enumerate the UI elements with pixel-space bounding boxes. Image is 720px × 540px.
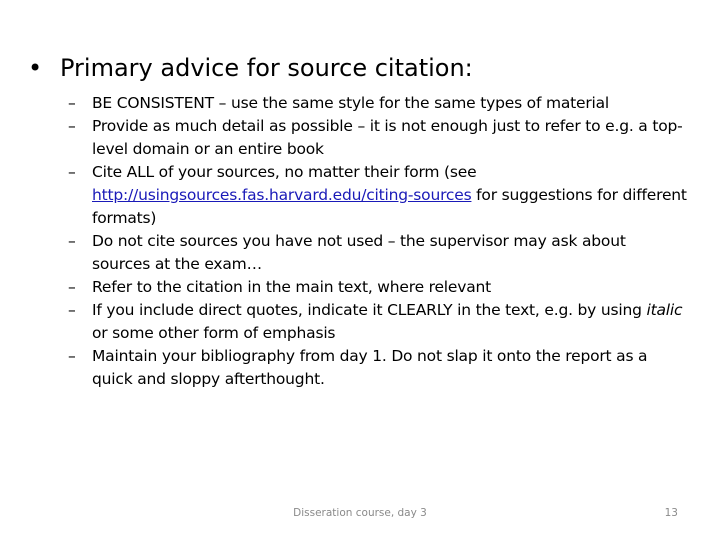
page-number: 13: [664, 507, 678, 519]
list-item: [68, 161, 688, 230]
italic-example: italic: [646, 301, 683, 319]
list-item-text-before: If you include direct quotes, indicate it CLEARLY in the text, e.g. by using: [92, 301, 647, 319]
dash-bullet: –: [68, 301, 76, 319]
list-item-text-after: for suggestions for different formats): [92, 186, 687, 227]
dash-bullet: –: [68, 163, 76, 181]
list-item-text: Do not cite sources you have not used – the supervisor may ask about sources at the exam…: [92, 232, 626, 273]
dash-bullet: –: [68, 94, 76, 112]
dash-bullet: –: [68, 278, 76, 296]
list-item-text: Provide as much detail as possible – it is not enough just to refer to e.g. a top-level domain or an entire book: [92, 117, 683, 158]
heading-text: Primary advice for source citation:: [60, 54, 473, 82]
list-item: [68, 299, 688, 345]
dash-bullet: –: [68, 117, 76, 135]
advice-list: [68, 92, 688, 391]
dash-bullet: –: [68, 347, 76, 365]
list-item-text: Refer to the citation in the main text, where relevant: [92, 278, 492, 296]
list-item-text: BE CONSISTENT – use the same style for the same types of material: [92, 94, 610, 112]
heading-bullet: •: [28, 54, 43, 82]
slide-heading: [28, 50, 708, 86]
list-item: [68, 276, 688, 299]
citing-sources-link[interactable]: http://usingsources.fas.harvard.edu/citing-sources: [92, 186, 472, 204]
list-item: [68, 230, 688, 276]
list-item-text: Maintain your bibliography from day 1. Do not slap it onto the report as a quick and sloppy afterthought.: [92, 347, 648, 388]
list-item: [68, 115, 688, 161]
list-item-text-before: Cite ALL of your sources, no matter their form (see: [92, 163, 477, 181]
footer-course-label: Disseration course, day 3: [293, 507, 427, 519]
list-item-text-after: or some other form of emphasis: [92, 324, 336, 342]
dash-bullet: –: [68, 232, 76, 250]
list-item: [68, 345, 688, 391]
list-item: [68, 92, 688, 115]
